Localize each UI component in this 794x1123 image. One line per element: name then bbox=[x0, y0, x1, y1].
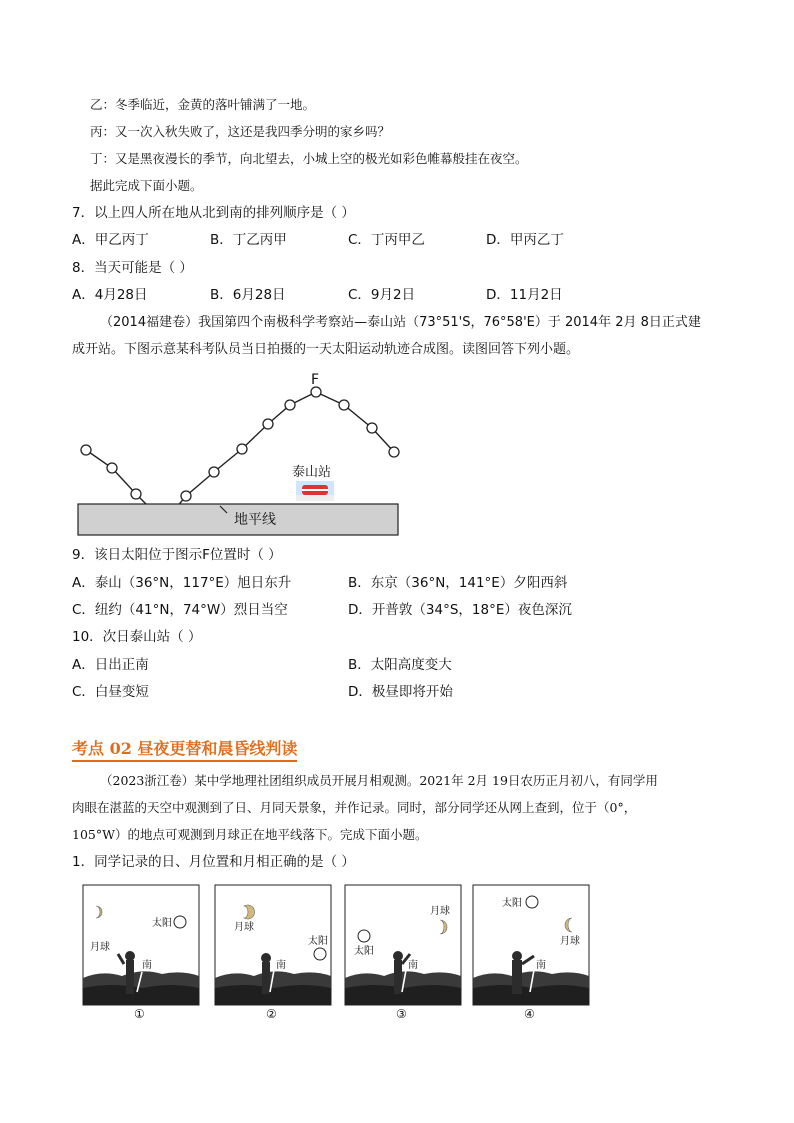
svg-text:月球: 月球 bbox=[430, 906, 450, 917]
q7-stem: 7．以上四人所在地从北到南的排列顺序是（ ） bbox=[72, 205, 355, 221]
horizon-label: 地平线 bbox=[234, 512, 276, 528]
svg-text:太阳: 太阳 bbox=[354, 946, 374, 957]
svg-text:太阳: 太阳 bbox=[502, 898, 522, 909]
svg-text:南: 南 bbox=[536, 960, 546, 971]
passage3-line2: 肉眼在湛蓝的天空中观测到了日、月同天景象，并作记录。同时，部分同学还从网上查到，位于（0°， bbox=[72, 800, 637, 815]
q8-option-d: D．11月2日 bbox=[486, 287, 563, 303]
svg-text:太阳: 太阳 bbox=[152, 918, 172, 929]
station-icon bbox=[296, 481, 334, 501]
q10-option-b: B．太阳高度变大 bbox=[348, 657, 452, 673]
q10-option-d: D．极昼即将开始 bbox=[348, 684, 453, 700]
q7-option-a: A．甲乙丙丁 bbox=[72, 232, 149, 248]
q8-option-c: C．9月2日 bbox=[348, 287, 416, 303]
q8-stem: 8．当天可能是（ ） bbox=[72, 260, 193, 276]
svg-text:南: 南 bbox=[276, 960, 286, 971]
sun-position bbox=[131, 489, 141, 499]
svg-text:月球: 月球 bbox=[234, 922, 254, 933]
sun-label-f: F bbox=[311, 372, 320, 388]
svg-text:②: ② bbox=[266, 1007, 277, 1020]
svg-text:③: ③ bbox=[396, 1007, 407, 1020]
sun-position bbox=[285, 400, 295, 410]
instruction-line: 据此完成下面小题。 bbox=[90, 178, 203, 193]
sun-path-figure bbox=[70, 368, 410, 540]
svg-text:南: 南 bbox=[408, 960, 418, 971]
station-label: 泰山站 bbox=[292, 465, 332, 480]
svg-text:南: 南 bbox=[142, 960, 152, 971]
sun-position bbox=[181, 491, 191, 501]
sun-position bbox=[237, 444, 247, 454]
passage3-line1: （2023浙江卷）某中学地理社团组织成员开展月相观测。2021年 2月 19日农历正月初八，有同学用 bbox=[100, 773, 658, 788]
sun-position bbox=[263, 419, 273, 429]
sun-position bbox=[339, 400, 349, 410]
q10-option-c: C．白昼变短 bbox=[72, 684, 149, 700]
q10-option-a: A．日出正南 bbox=[72, 657, 149, 673]
q8-option-a: A．4月28日 bbox=[72, 287, 148, 303]
sun-icon bbox=[174, 916, 186, 928]
moon-panel-1 bbox=[82, 884, 200, 1024]
section-heading: 考点 02 昼夜更替和晨昏线判读 bbox=[72, 736, 297, 762]
sun-position bbox=[209, 467, 219, 477]
svg-text:月球: 月球 bbox=[560, 936, 580, 947]
sun-icon bbox=[314, 948, 326, 960]
q7-option-d: D．甲丙乙丁 bbox=[486, 232, 564, 248]
q9-stem: 9．该日太阳位于图示F位置时（ ） bbox=[72, 547, 282, 563]
moon-panel-4 bbox=[472, 884, 590, 1024]
intro-line-yi: 乙：冬季临近，金黄的落叶铺满了一地。 bbox=[90, 97, 316, 112]
sun-position bbox=[107, 463, 117, 473]
q10-stem: 10．次日泰山站（ ） bbox=[72, 629, 202, 645]
passage3-line3: 105°W）的地点可观测到月球正在地平线落下。完成下面小题。 bbox=[72, 827, 428, 842]
sun-path-right bbox=[176, 392, 394, 508]
q1-stem: 1．同学记录的日、月位置和月相正确的是（ ） bbox=[72, 854, 355, 870]
sun-position-f bbox=[311, 387, 321, 397]
q9-option-a: A．泰山（36°N，117°E）旭日东升 bbox=[72, 575, 292, 591]
q9-option-c: C．纽约（41°N，74°W）烈日当空 bbox=[72, 602, 288, 618]
svg-text:月球: 月球 bbox=[90, 942, 110, 953]
q8-option-b: B．6月28日 bbox=[210, 287, 286, 303]
svg-text:①: ① bbox=[134, 1007, 145, 1020]
sun-position bbox=[81, 445, 91, 455]
svg-text:④: ④ bbox=[524, 1007, 535, 1020]
q9-option-d: D．开普敦（34°S，18°E）夜色深沉 bbox=[348, 602, 572, 618]
sun-icon bbox=[358, 930, 370, 942]
passage2-line2: 成开站。下图示意某科考队员当日拍摄的一天太阳运动轨迹合成图。读图回答下列小题。 bbox=[72, 342, 580, 357]
intro-line-bing: 丙：又一次入秋失败了，这还是我四季分明的家乡吗？ bbox=[90, 124, 391, 139]
moon-panel-2 bbox=[214, 884, 332, 1024]
sun-icon bbox=[526, 896, 538, 908]
passage2-line1: （2014福建卷）我国第四个南极科学考察站—泰山站（73°51'S，76°58'E）于 2014年 2月 8日正式建 bbox=[100, 315, 701, 330]
sun-position bbox=[367, 423, 377, 433]
q7-option-b: B．丁乙丙甲 bbox=[210, 232, 287, 248]
intro-line-ding: 丁：又是黑夜漫长的季节，向北望去，小城上空的极光如彩色帷幕般挂在夜空。 bbox=[90, 151, 528, 166]
svg-text:太阳: 太阳 bbox=[308, 936, 328, 947]
q7-option-c: C．丁丙甲乙 bbox=[348, 232, 425, 248]
q9-option-b: B．东京（36°N，141°E）夕阳西斜 bbox=[348, 575, 568, 591]
moon-panel-3 bbox=[344, 884, 462, 1024]
sun-position bbox=[389, 447, 399, 457]
sun-path-left bbox=[86, 450, 150, 508]
